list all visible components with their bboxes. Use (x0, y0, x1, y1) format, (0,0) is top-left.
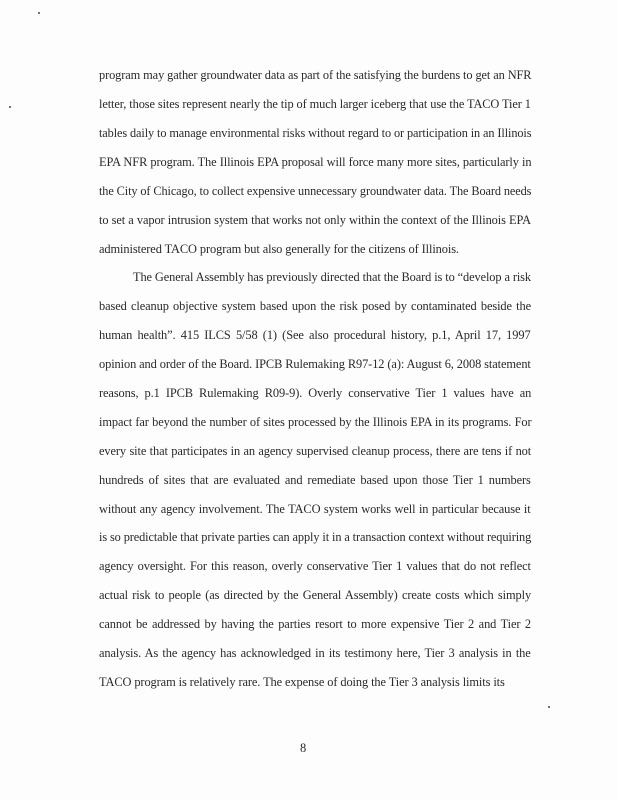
text-line: human health”. 415 ILCS 5/58 (1) (See also procedural history, p.1, April 17, 1997 (99, 328, 531, 342)
text-line: impact far beyond the number of sites processed by the Illinois EPA in its programs. For (99, 415, 532, 429)
scan-speck (9, 106, 11, 108)
text-line: hundreds of sites that are evaluated and remediate based upon those Tier 1 numbers (99, 473, 531, 487)
text-line: opinion and order of the Board. IPCB Rulemaking R97-12 (a): August 6, 2008 statement (99, 357, 531, 371)
text-line: agency oversight. For this reason, overly conservative Tier 1 values that do not reflect (99, 559, 531, 573)
text-line: to set a vapor intrusion system that works not only within the context of the Illinois EPA (99, 213, 531, 227)
page-number: 8 (300, 741, 307, 755)
text-line: administered TACO program but also generally for the citizens of Illinois. (99, 242, 459, 256)
text-line: cannot be addressed by having the parties resort to more expensive Tier 2 and Tier 2 (99, 617, 532, 631)
text-line: every site that participates in an agency supervised cleanup process, there are tens if not (99, 444, 532, 458)
text-line: analysis. As the agency has acknowledged in its testimony here, Tier 3 analysis in the (99, 646, 531, 660)
text-line: EPA NFR program. The Illinois EPA proposal will force many more sites, particularly in (99, 155, 532, 169)
scan-speck (38, 12, 40, 14)
text-line: the City of Chicago, to collect expensive unnecessary groundwater data. The Board needs (99, 184, 532, 198)
text-line: reasons, p.1 IPCB Rulemaking R09-9). Overly conservative Tier 1 values have an (99, 386, 532, 400)
text-line: actual risk to people (as directed by the General Assembly) create costs which simply (99, 588, 532, 602)
text-line: tables daily to manage environmental risks without regard to or participation in an Illinois (99, 126, 532, 140)
text-line: without any agency involvement. The TACO system works well in particular because it (99, 502, 531, 516)
scan-speck (548, 706, 550, 708)
text-line: is so predictable that private parties can apply it in a transaction context without requiring (99, 530, 532, 544)
text-line: based cleanup objective system based upon the risk posed by contaminated beside the (99, 299, 531, 313)
text-line: The General Assembly has previously directed that the Board is to “develop a risk (133, 270, 531, 284)
text-line: letter, those sites represent nearly the tip of much larger iceberg that use the TACO Tier 1 (99, 97, 531, 111)
text-line: TACO program is relatively rare. The expense of doing the Tier 3 analysis limits its (99, 675, 505, 689)
text-line: program may gather groundwater data as part of the satisfying the burdens to get an NFR (99, 68, 532, 82)
